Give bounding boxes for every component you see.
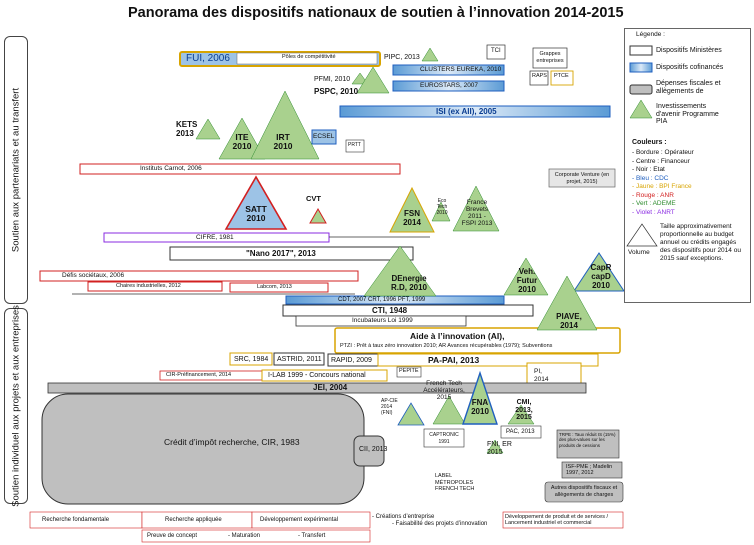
label-captronic: CAPTRONIC 1991 [429,432,459,445]
apcie-triangle [398,403,424,425]
label-corporate: Corporate Venture (en projet, 2015) [554,172,610,185]
label-src: SRC, 1984 [234,356,269,363]
legend-color-item: - Vert : ADEME [632,200,676,207]
label-poles: Pôles de compétitivité [282,54,336,60]
legend-color-item: - Rouge : ANR [632,191,674,199]
label-clusters: CLUSTERS EUREKA, 2010 [420,66,502,73]
axis-maturation: - Maturation [228,533,261,539]
label-carnot: Instituts Carnot, 2006 [140,165,202,172]
label-nano: "Nano 2017", 2013 [246,249,316,258]
label-jei: JEI, 2004 [313,383,348,392]
legend-volume-line: Taille approximativement [660,223,732,230]
label-papai: PA-PAI, 2013 [428,355,480,365]
label-autres: Autres dispositifs fiscaux et allègements de charges [550,485,618,498]
label-fni: FNI, ER 2015 [487,441,512,457]
label-veh: Veh. Futur 2010 [516,267,538,294]
label-cdt: CDT, 2007 CRT, 1996 PFT, 1999 [338,297,426,303]
label-ite: ITE 2010 [232,132,252,152]
legend-colors-title: Couleurs : [632,139,667,146]
label-astrid: ASTRID, 2011 [277,356,322,363]
label-incubateurs: Incubateurs Loi 1999 [352,317,413,324]
label-chaires: Chaires industrielles, 2012 [116,283,181,289]
legend-color-item: - Noir : Etat [632,166,665,173]
legend-volume-line: proportionnelle au budget [660,231,734,238]
label-tci: TCI [491,48,501,54]
side-label-bottom [4,305,28,507]
label-cifre: CIFRE, 1981 [196,234,234,241]
legend-volume-label: Volume [628,249,650,256]
legend-colors-list [632,149,694,217]
label-raps: RAPS [532,73,547,79]
label-isfpme: ISF-PME ; Madelin 1997, 2012 [566,464,613,477]
label-frenchtech: French Tech Accélérateurs, 2015 [423,380,465,401]
label-metropoles: LABEL MÉTROPOLES FRENCH TECH [435,473,475,493]
kets-triangle [196,119,220,139]
label-fna: FNA 2010 [471,398,489,416]
legend-volume-line: annuel ou crédits engagés [660,239,737,246]
label-pi: PI, 2014 [534,368,549,384]
label-cir-pre: CIR-Préfinancement, 2014 [166,372,232,378]
label-pac: PAC, 2013 [506,429,535,435]
label-rapid: RAPID, 2009 [331,357,372,364]
side-label-top [4,36,28,304]
label-pspc: PSPC, 2010 [314,87,359,96]
label-eurostars: EUROSTARS, 2007 [420,82,479,89]
cti-bar [283,305,533,316]
label-caprd: CapR capD 2010 [590,263,612,290]
label-cir: Crédit d’impôt recherche, CIR, 1983 [164,437,300,447]
axis-transfert: - Transfert [298,533,326,539]
label-pipc: PIPC, 2013 [384,54,420,61]
label-denergie: DEnergie R.D, 2010 [390,274,428,292]
legend-volume-line: 2015 sauf exceptions. [660,255,724,262]
label-labcom: Labcom, 2013 [257,284,292,290]
label-satt: SATT 2010 [245,204,267,224]
side-label-bottom-text: Soutien individuel aux projets et aux entreprises [10,305,22,507]
label-fsn: FSN 2014 [403,209,421,227]
legend-volume-text [660,223,741,263]
legend-heading: Légende : [636,31,665,38]
side-label-top-text: Soutien aux partenariats et au transfert [10,87,22,253]
label-cti: CTI, 1948 [372,306,408,315]
label-cmi: CMI, 2013, 2015 [515,399,533,422]
axis-stage-1: Recherche fondamentale [42,517,110,523]
label-prtt: PRTT [348,142,361,148]
label-ecotech: Eco Tech 2010 [436,198,448,216]
label-cvt: CVT [306,194,321,203]
label-ecsel: ECSEL [313,133,335,140]
label-isi: ISI (ex AII), 2005 [436,107,497,116]
label-trpe: TRPE : Taux réduit IS (15%) des plus-values sur les produits de cessions [559,432,616,448]
legend-color-item: - Violet : ANRT [632,208,675,216]
legend-type-ministeres: Dispositifs Ministères [656,47,722,54]
label-cii: CII, 2013 [359,446,388,453]
label-pfmi: PFMI, 2010 [314,76,351,83]
label-piave: PIAVE, 2014 [556,312,582,330]
page-title: Panorama des dispositifs nationaux de soutien à l’innovation 2014-2015 [128,5,624,21]
label-fui: FUI, 2006 [186,53,230,64]
legend-type-cofinances: Dispositifs cofinancés [656,64,724,71]
legend-type-pia: Investissements d'avenir Programme PIA [656,103,719,126]
legend-color-item: - Bordure : Opérateur [632,149,694,156]
axis-preuve: Preuve de concept [147,533,198,539]
axis-stage-4: Développement de produit et de services / Lancement industriel et commercial [505,514,609,527]
legend-volume-line: des dispositifs pour 2014 ou [660,247,741,254]
carnot-bar [80,164,400,174]
label-kets: KETS 2013 [176,120,198,138]
label-apcie: AP-CIE 2014 (FNI) [381,398,398,416]
label-defis: Défis sociétaux, 2006 [62,272,125,279]
axis-stage-3: Développement expérimental [260,517,339,523]
legend-color-item: - Centre : Financeur [632,157,690,165]
label-brevets: France Brevets 2011 - FSPI 2013 [461,199,493,228]
cir-box [42,394,364,504]
axis-creations: - Créations d’entreprise [372,514,435,520]
label-pepite: PEPITE [399,368,419,374]
legend-type-fiscal: Dépenses fiscales et allègements de [656,80,721,95]
legend-color-item: - Jaune : BPI France [632,183,692,190]
cvt-triangle [310,209,326,223]
label-irt: IRT 2010 [273,132,293,152]
label-grappes: Grappes entreprises [536,51,564,64]
label-aide-ai: Aide à l’innovation (AI), [410,331,505,341]
axis-faisabilite: - Faisabilité des projets d’innovation [392,521,488,527]
axis-stage-2: Recherche appliquée [165,517,222,523]
label-ilab: I-LAB 1999 - Concours national [268,372,366,379]
pipc-triangle [422,48,438,61]
label-ptce: PTCE [554,73,569,79]
legend-color-item: - Bleu : CDC [632,174,669,182]
label-aide-sub: PTZI : Prêt à taux zéro innovation 2010; AR Avances récupérables (1979); Subventions [340,343,553,349]
